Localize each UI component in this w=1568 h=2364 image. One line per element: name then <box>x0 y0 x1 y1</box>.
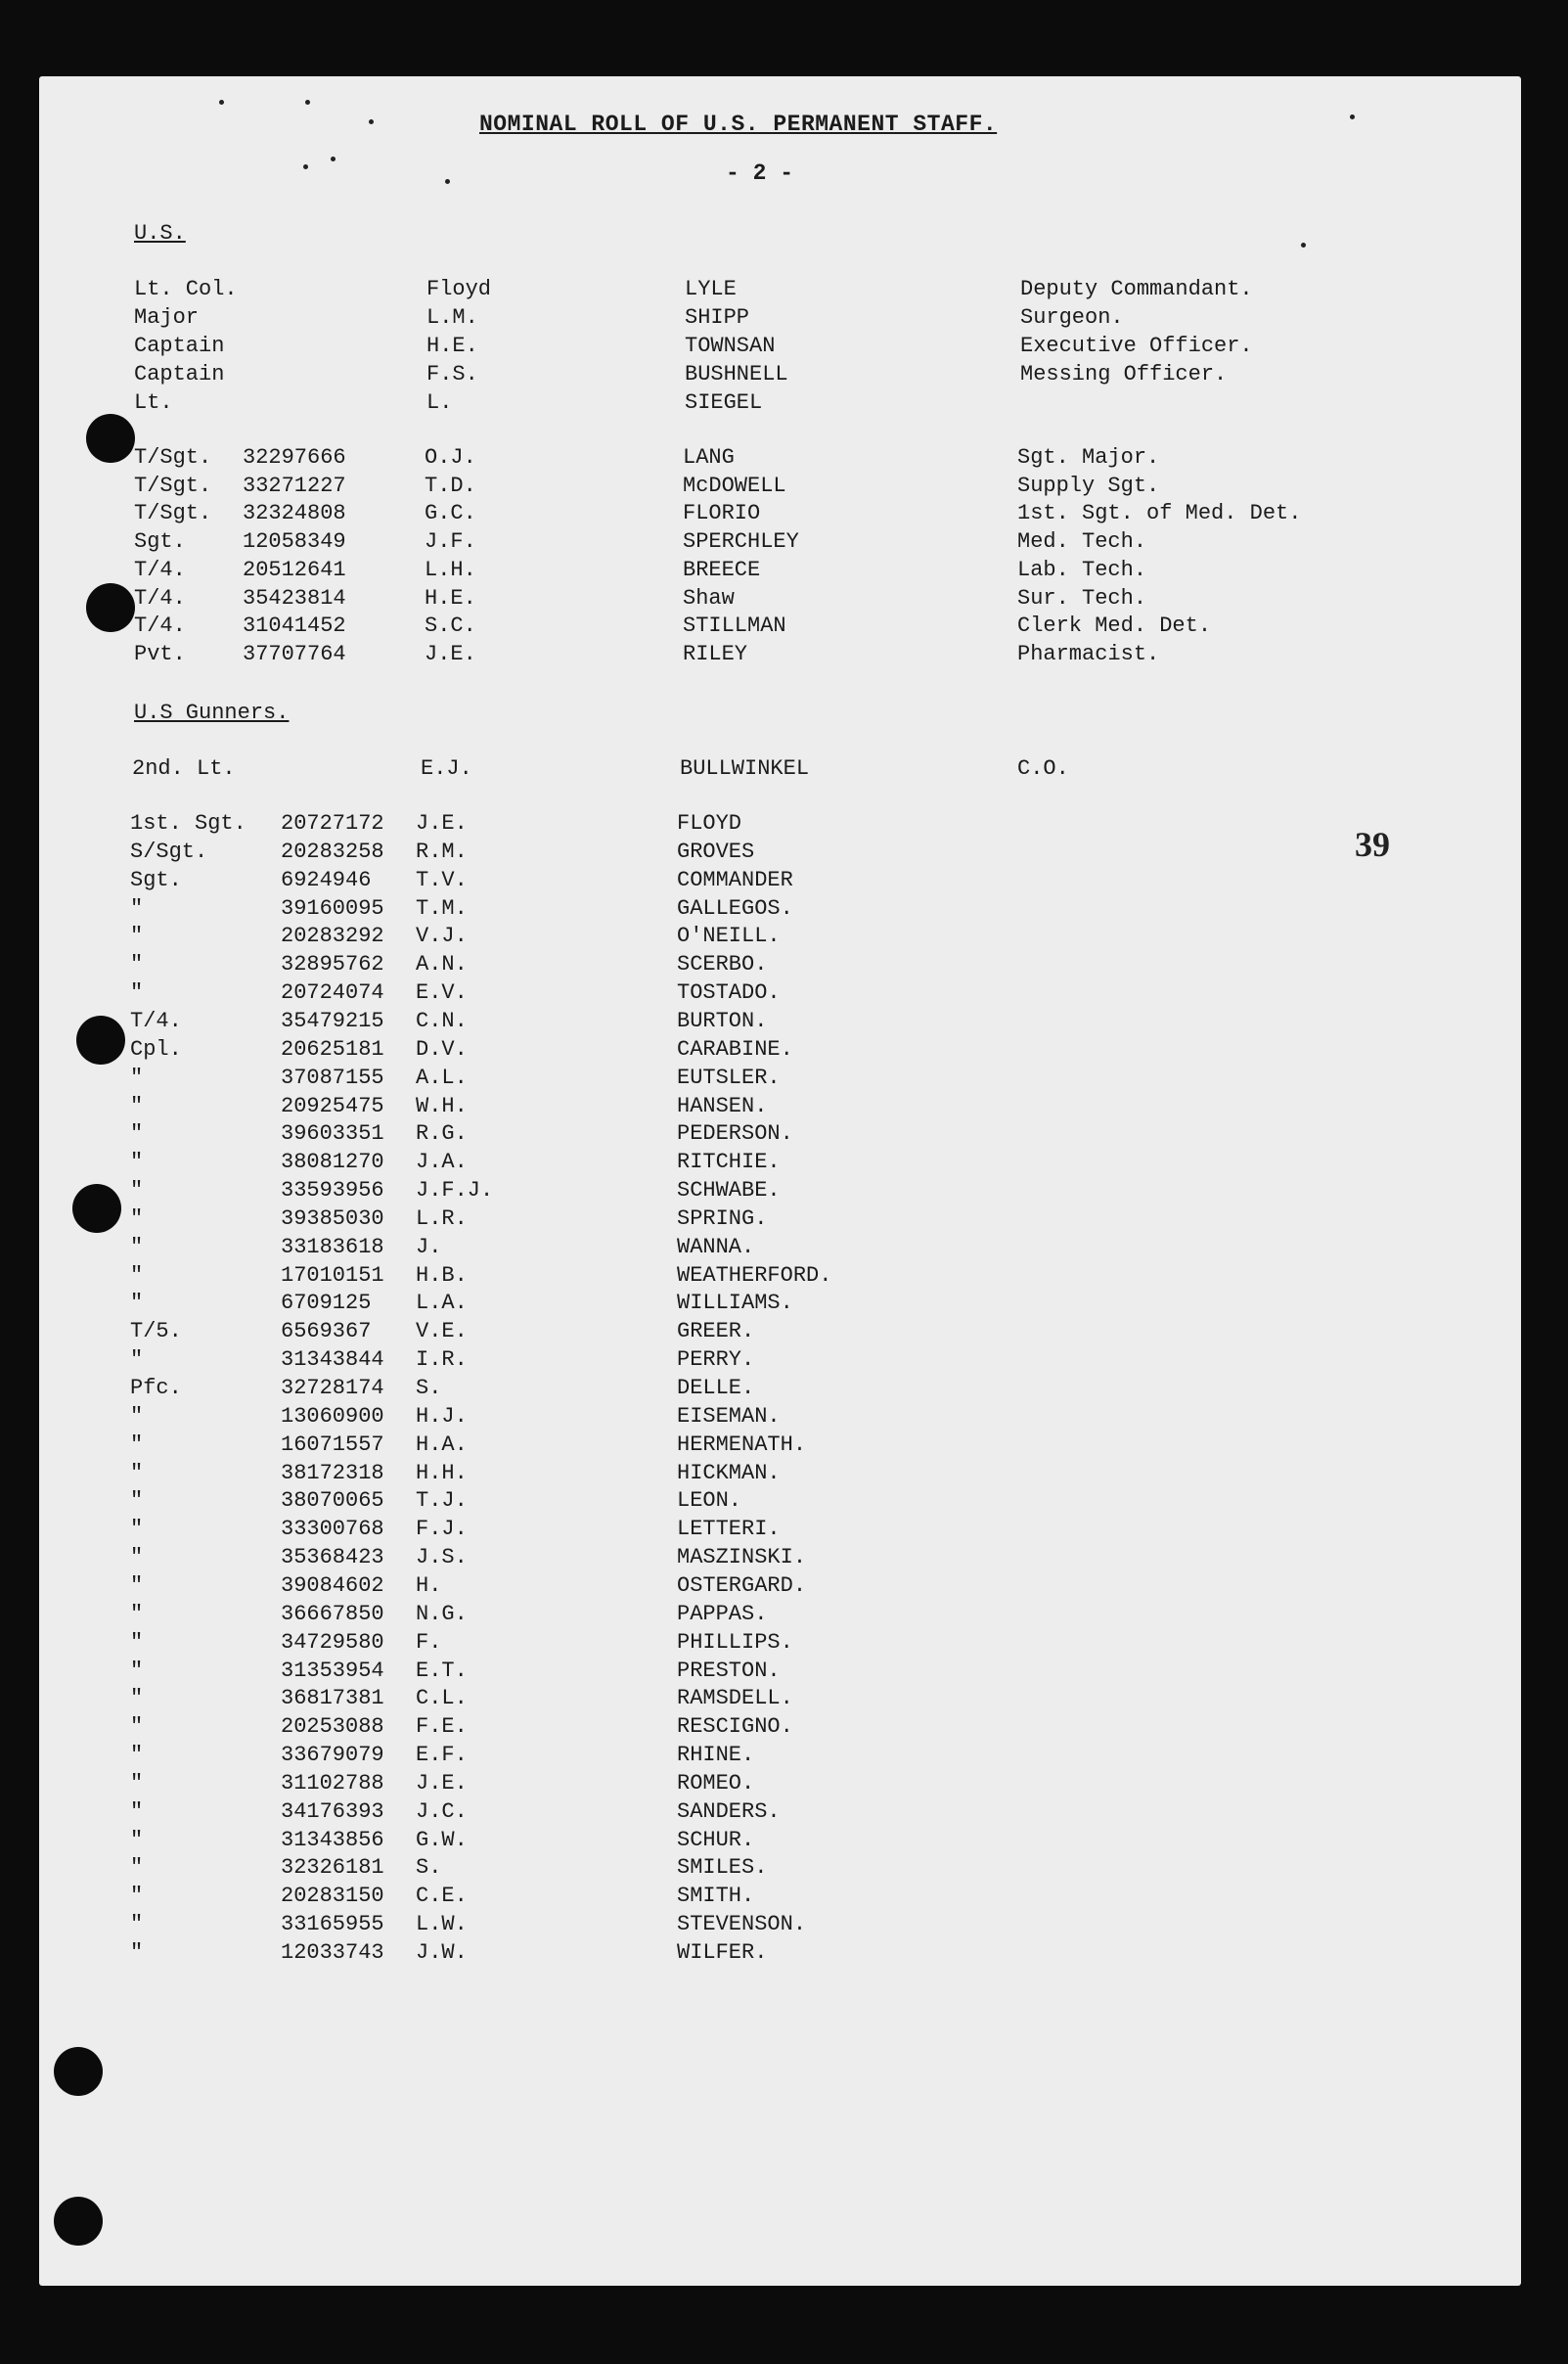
roll-rank: " <box>130 1432 144 1457</box>
roll-row <box>0 952 1568 981</box>
roll-surname: LYLE <box>685 277 737 301</box>
roll-row <box>0 1659 1568 1688</box>
roll-initials: D.V. <box>416 1036 468 1062</box>
roll-surname: SIEGEL <box>685 390 763 415</box>
roll-rank: " <box>130 1743 144 1768</box>
roll-serial: 20925475 <box>281 1093 384 1118</box>
roll-initials: E.J. <box>421 756 472 781</box>
section-heading-us-gunners: U.S Gunners. <box>134 701 290 725</box>
margin-number: 39 <box>1355 825 1390 864</box>
roll-row <box>0 1009 1568 1038</box>
roll-initials: H.E. <box>426 334 478 358</box>
ink-speck <box>445 179 450 184</box>
roll-row <box>0 1517 1568 1546</box>
roll-serial: 12058349 <box>243 529 346 555</box>
roll-row <box>0 1066 1568 1095</box>
roll-rank: T/Sgt. <box>134 473 212 498</box>
roll-surname: McDOWELL <box>683 473 786 498</box>
roll-row <box>0 1263 1568 1293</box>
roll-serial: 39603351 <box>281 1121 384 1147</box>
roll-serial: 20283258 <box>281 839 384 864</box>
roll-row <box>0 1150 1568 1179</box>
roll-rank: T/4. <box>134 557 186 582</box>
roll-surname: BURTON. <box>677 1008 768 1033</box>
roll-initials: J.A. <box>416 1150 468 1175</box>
roll-surname: LANG <box>683 445 735 470</box>
roll-serial: 38081270 <box>281 1150 384 1175</box>
roll-row <box>0 756 1568 786</box>
roll-surname: WILFER. <box>677 1940 768 1965</box>
roll-initials: V.E. <box>416 1319 468 1344</box>
roll-rank: Lt. <box>134 390 173 415</box>
roll-serial: 31041452 <box>243 614 346 639</box>
roll-duty: Executive Officer. <box>1020 334 1253 358</box>
roll-row <box>0 305 1568 335</box>
roll-duty: Sgt. Major. <box>1017 445 1160 470</box>
roll-rank: Cpl. <box>130 1036 182 1062</box>
roll-row <box>0 896 1568 926</box>
roll-initials: H.H. <box>416 1460 468 1485</box>
roll-rank: " <box>130 1940 144 1965</box>
roll-surname: SANDERS. <box>677 1798 781 1824</box>
roll-rank: T/Sgt. <box>134 501 212 526</box>
roll-row <box>0 1432 1568 1462</box>
roll-surname: EISEMAN. <box>677 1403 781 1429</box>
roll-rank: " <box>130 1629 144 1655</box>
roll-initials: J.F. <box>425 529 476 555</box>
ink-speck <box>331 157 336 161</box>
roll-surname: CARABINE. <box>677 1036 793 1062</box>
roll-surname: PHILLIPS. <box>677 1629 793 1655</box>
roll-row <box>0 1686 1568 1715</box>
roll-initials: J.E. <box>425 641 476 666</box>
roll-serial: 20724074 <box>281 980 384 1006</box>
roll-serial: 35479215 <box>281 1008 384 1033</box>
roll-surname: HICKMAN. <box>677 1460 781 1485</box>
roll-surname: WEATHERFORD. <box>677 1262 832 1288</box>
roll-surname: FLOYD <box>677 811 742 836</box>
roll-row <box>0 362 1568 391</box>
roll-initials: J.E. <box>416 811 468 836</box>
roll-serial: 38070065 <box>281 1488 384 1514</box>
roll-initials: A.L. <box>416 1065 468 1090</box>
roll-serial: 17010151 <box>281 1262 384 1288</box>
roll-row <box>0 1461 1568 1490</box>
roll-serial: 36667850 <box>281 1601 384 1626</box>
roll-serial: 20625181 <box>281 1036 384 1062</box>
roll-row <box>0 1404 1568 1433</box>
roll-rank: " <box>130 1178 144 1204</box>
roll-serial: 6709125 <box>281 1291 372 1316</box>
roll-rank: " <box>130 1572 144 1598</box>
roll-initials: A.N. <box>416 952 468 977</box>
roll-row <box>0 1743 1568 1772</box>
roll-surname: EUTSLER. <box>677 1065 781 1090</box>
roll-rank: " <box>130 1912 144 1937</box>
roll-serial: 20253088 <box>281 1714 384 1740</box>
roll-surname: SCHUR. <box>677 1827 755 1852</box>
roll-rank: " <box>130 1798 144 1824</box>
roll-row <box>0 1884 1568 1913</box>
roll-duty: Messing Officer. <box>1020 362 1228 386</box>
roll-initials: T.V. <box>416 867 468 892</box>
roll-rank: Lt. Col. <box>134 277 238 301</box>
roll-row <box>0 1545 1568 1574</box>
roll-surname: DELLE. <box>677 1376 755 1400</box>
ink-speck <box>369 119 374 124</box>
roll-initials: Floyd <box>426 277 492 301</box>
ink-speck <box>219 100 224 105</box>
roll-initials: J.W. <box>416 1940 468 1965</box>
roll-rank: " <box>130 980 144 1006</box>
roll-initials: O.J. <box>425 445 476 470</box>
roll-initials: T.M. <box>416 895 468 921</box>
roll-row <box>0 1771 1568 1800</box>
roll-row <box>0 1488 1568 1518</box>
section-heading-us: U.S. <box>134 221 186 246</box>
roll-surname: SPERCHLEY <box>683 529 799 555</box>
roll-surname: GALLEGOS. <box>677 895 793 921</box>
roll-rank: Captain <box>134 362 225 386</box>
roll-serial: 16071557 <box>281 1432 384 1457</box>
ink-speck <box>1350 114 1355 119</box>
roll-row <box>0 586 1568 615</box>
roll-serial: 37087155 <box>281 1065 384 1090</box>
roll-row <box>0 924 1568 953</box>
roll-initials: L.W. <box>416 1912 468 1937</box>
roll-row <box>0 1573 1568 1603</box>
roll-initials: F.E. <box>416 1714 468 1740</box>
roll-row <box>0 1828 1568 1857</box>
roll-serial: 20283292 <box>281 924 384 949</box>
roll-duty: Clerk Med. Det. <box>1017 614 1212 639</box>
roll-surname: WANNA. <box>677 1234 755 1259</box>
roll-rank: " <box>130 1234 144 1259</box>
roll-rank: Captain <box>134 334 225 358</box>
roll-rank: S/Sgt. <box>130 839 208 864</box>
roll-initials: R.G. <box>416 1121 468 1147</box>
roll-surname: SCERBO. <box>677 952 768 977</box>
roll-rank: " <box>130 1488 144 1514</box>
roll-surname: BREECE <box>683 557 761 582</box>
roll-rank: " <box>130 1291 144 1316</box>
roll-initials: J.E. <box>416 1770 468 1796</box>
roll-row <box>0 614 1568 643</box>
roll-row <box>0 642 1568 671</box>
roll-serial: 32728174 <box>281 1376 384 1400</box>
roll-surname: FLORIO <box>683 501 761 526</box>
roll-rank: " <box>130 1460 144 1485</box>
roll-surname: BULLWINKEL <box>680 756 810 781</box>
roll-initials: F.J. <box>416 1517 468 1542</box>
roll-serial: 33165955 <box>281 1912 384 1937</box>
ink-speck <box>1301 243 1306 248</box>
roll-surname: ROMEO. <box>677 1770 755 1796</box>
roll-serial: 6924946 <box>281 867 372 892</box>
roll-serial: 32297666 <box>243 445 346 470</box>
roll-row <box>0 1855 1568 1885</box>
roll-serial: 31102788 <box>281 1770 384 1796</box>
roll-serial: 39084602 <box>281 1572 384 1598</box>
roll-row <box>0 1347 1568 1377</box>
page-number: - 2 - <box>726 160 794 186</box>
roll-rank: 2nd. Lt. <box>132 756 236 781</box>
roll-surname: RHINE. <box>677 1743 755 1768</box>
roll-serial: 35423814 <box>243 585 346 611</box>
document-title: NOMINAL ROLL OF U.S. PERMANENT STAFF. <box>479 112 998 137</box>
roll-initials: L.M. <box>426 305 478 330</box>
roll-serial: 31343856 <box>281 1827 384 1852</box>
roll-duty: Deputy Commandant. <box>1020 277 1253 301</box>
roll-row <box>0 334 1568 363</box>
roll-row <box>0 1094 1568 1123</box>
roll-serial: 33593956 <box>281 1178 384 1204</box>
roll-row <box>0 811 1568 841</box>
roll-initials: W.H. <box>416 1093 468 1118</box>
roll-duty: Med. Tech. <box>1017 529 1147 555</box>
roll-initials: C.L. <box>416 1686 468 1711</box>
roll-initials: C.N. <box>416 1008 468 1033</box>
roll-initials: H. <box>416 1572 442 1598</box>
roll-rank: " <box>130 924 144 949</box>
roll-initials: L.A. <box>416 1291 468 1316</box>
roll-rank: " <box>130 895 144 921</box>
roll-initials: E.F. <box>416 1743 468 1768</box>
roll-serial: 35368423 <box>281 1545 384 1570</box>
roll-row <box>0 1037 1568 1067</box>
roll-surname: LEON. <box>677 1488 742 1514</box>
roll-surname: PERRY. <box>677 1347 755 1373</box>
roll-initials: E.T. <box>416 1658 468 1683</box>
roll-row <box>0 1630 1568 1659</box>
roll-row <box>0 1319 1568 1348</box>
roll-serial: 39160095 <box>281 895 384 921</box>
roll-duty: Pharmacist. <box>1017 641 1160 666</box>
roll-surname: COMMANDER <box>677 867 793 892</box>
roll-serial: 6569367 <box>281 1319 372 1344</box>
roll-rank: 1st. Sgt. <box>130 811 246 836</box>
roll-rank: " <box>130 1065 144 1090</box>
roll-surname: RESCIGNO. <box>677 1714 793 1740</box>
roll-serial: 20283150 <box>281 1884 384 1909</box>
roll-surname: STILLMAN <box>683 614 786 639</box>
roll-initials: C.E. <box>416 1884 468 1909</box>
roll-serial: 32326181 <box>281 1855 384 1881</box>
ink-speck <box>303 164 308 169</box>
roll-serial: 34176393 <box>281 1798 384 1824</box>
roll-rank: " <box>130 1855 144 1881</box>
punch-hole <box>54 2197 103 2246</box>
roll-serial: 39385030 <box>281 1205 384 1231</box>
roll-surname: GREER. <box>677 1319 755 1344</box>
roll-row <box>0 1602 1568 1631</box>
roll-row <box>0 529 1568 559</box>
roll-initials: J. <box>416 1234 442 1259</box>
roll-rank: " <box>130 1262 144 1288</box>
roll-rank: " <box>130 1403 144 1429</box>
roll-rank: " <box>130 1093 144 1118</box>
roll-row <box>0 1912 1568 1941</box>
roll-row <box>0 277 1568 306</box>
roll-surname: LETTERI. <box>677 1517 781 1542</box>
roll-serial: 38172318 <box>281 1460 384 1485</box>
roll-rank: T/5. <box>130 1319 182 1344</box>
roll-serial: 20727172 <box>281 811 384 836</box>
roll-initials: S. <box>416 1855 442 1881</box>
roll-duty: Sur. Tech. <box>1017 585 1147 611</box>
roll-rank: " <box>130 1121 144 1147</box>
roll-surname: TOSTADO. <box>677 980 781 1006</box>
roll-surname: O'NEILL. <box>677 924 781 949</box>
roll-rank: T/4. <box>134 614 186 639</box>
roll-surname: HERMENATH. <box>677 1432 807 1457</box>
roll-initials: F.S. <box>426 362 478 386</box>
roll-rank: Sgt. <box>130 867 182 892</box>
roll-row <box>0 445 1568 475</box>
roll-row <box>0 1235 1568 1264</box>
roll-initials: S. <box>416 1376 442 1400</box>
roll-row <box>0 1206 1568 1236</box>
roll-initials: L. <box>426 390 453 415</box>
roll-rank: Pvt. <box>134 641 186 666</box>
roll-surname: GROVES <box>677 839 755 864</box>
roll-serial: 20512641 <box>243 557 346 582</box>
roll-initials: V.J. <box>416 924 468 949</box>
roll-duty: 1st. Sgt. of Med. Det. <box>1017 501 1302 526</box>
roll-surname: MASZINSKI. <box>677 1545 807 1570</box>
roll-surname: SMITH. <box>677 1884 755 1909</box>
roll-initials: J.C. <box>416 1798 468 1824</box>
roll-row <box>0 558 1568 587</box>
roll-rank: " <box>130 1517 144 1542</box>
roll-duty: C.O. <box>1017 756 1069 781</box>
roll-initials: R.M. <box>416 839 468 864</box>
roll-surname: PAPPAS. <box>677 1601 768 1626</box>
roll-rank: " <box>130 1205 144 1231</box>
roll-row <box>0 868 1568 897</box>
roll-rank: " <box>130 1545 144 1570</box>
roll-row <box>0 1178 1568 1207</box>
roll-surname: RAMSDELL. <box>677 1686 793 1711</box>
roll-duty: Surgeon. <box>1020 305 1124 330</box>
roll-initials: G.C. <box>425 501 476 526</box>
roll-initials: G.W. <box>416 1827 468 1852</box>
roll-initials: E.V. <box>416 980 468 1006</box>
roll-serial: 32324808 <box>243 501 346 526</box>
roll-serial: 33300768 <box>281 1517 384 1542</box>
roll-rank: T/Sgt. <box>134 445 212 470</box>
roll-rank: " <box>130 1347 144 1373</box>
roll-rank: " <box>130 1714 144 1740</box>
roll-row <box>0 980 1568 1010</box>
roll-rank: " <box>130 952 144 977</box>
roll-serial: 36817381 <box>281 1686 384 1711</box>
roll-serial: 32895762 <box>281 952 384 977</box>
roll-row <box>0 501 1568 530</box>
roll-surname: OSTERGARD. <box>677 1572 807 1598</box>
roll-initials: I.R. <box>416 1347 468 1373</box>
roll-surname: SCHWABE. <box>677 1178 781 1204</box>
roll-duty: Supply Sgt. <box>1017 473 1160 498</box>
roll-rank: " <box>130 1601 144 1626</box>
roll-initials: L.R. <box>416 1205 468 1231</box>
roll-rank: " <box>130 1686 144 1711</box>
roll-rank: T/4. <box>134 585 186 611</box>
roll-row <box>0 1121 1568 1151</box>
roll-row <box>0 1291 1568 1320</box>
roll-row <box>0 474 1568 503</box>
roll-rank: Sgt. <box>134 529 186 555</box>
roll-surname: WILLIAMS. <box>677 1291 793 1316</box>
roll-serial: 34729580 <box>281 1629 384 1655</box>
roll-row <box>0 1799 1568 1829</box>
roll-surname: PEDERSON. <box>677 1121 793 1147</box>
roll-surname: SMILES. <box>677 1855 768 1881</box>
roll-surname: SPRING. <box>677 1205 768 1231</box>
roll-initials: H.J. <box>416 1403 468 1429</box>
roll-initials: S.C. <box>425 614 476 639</box>
roll-row <box>0 390 1568 420</box>
roll-serial: 13060900 <box>281 1403 384 1429</box>
roll-serial: 33183618 <box>281 1234 384 1259</box>
roll-rank: T/4. <box>130 1008 182 1033</box>
roll-serial: 33679079 <box>281 1743 384 1768</box>
ink-speck <box>305 100 310 105</box>
roll-rank: Major <box>134 305 200 330</box>
roll-row <box>0 1714 1568 1744</box>
roll-serial: 31343844 <box>281 1347 384 1373</box>
roll-surname: TOWNSAN <box>685 334 776 358</box>
roll-row <box>0 1940 1568 1970</box>
roll-rank: Pfc. <box>130 1376 182 1400</box>
roll-duty: Lab. Tech. <box>1017 557 1147 582</box>
roll-serial: 33271227 <box>243 473 346 498</box>
roll-initials: H.E. <box>425 585 476 611</box>
roll-rank: " <box>130 1658 144 1683</box>
roll-initials: H.B. <box>416 1262 468 1288</box>
roll-initials: T.J. <box>416 1488 468 1514</box>
roll-initials: L.H. <box>425 557 476 582</box>
roll-rank: " <box>130 1827 144 1852</box>
roll-initials: N.G. <box>416 1601 468 1626</box>
roll-initials: J.S. <box>416 1545 468 1570</box>
roll-rank: " <box>130 1884 144 1909</box>
roll-surname: BUSHNELL <box>685 362 788 386</box>
roll-surname: RITCHIE. <box>677 1150 781 1175</box>
roll-serial: 12033743 <box>281 1940 384 1965</box>
roll-row <box>0 840 1568 869</box>
roll-rank: " <box>130 1770 144 1796</box>
roll-rank: " <box>130 1150 144 1175</box>
roll-initials: H.A. <box>416 1432 468 1457</box>
roll-surname: RILEY <box>683 641 748 666</box>
roll-row <box>0 1376 1568 1405</box>
punch-hole <box>54 2047 103 2096</box>
roll-surname: SHIPP <box>685 305 750 330</box>
roll-surname: Shaw <box>683 585 735 611</box>
roll-initials: J.F.J. <box>416 1178 494 1204</box>
roll-surname: HANSEN. <box>677 1093 768 1118</box>
roll-initials: T.D. <box>425 473 476 498</box>
roll-serial: 37707764 <box>243 641 346 666</box>
roll-surname: PRESTON. <box>677 1658 781 1683</box>
roll-serial: 31353954 <box>281 1658 384 1683</box>
roll-initials: F. <box>416 1629 442 1655</box>
roll-surname: STEVENSON. <box>677 1912 807 1937</box>
